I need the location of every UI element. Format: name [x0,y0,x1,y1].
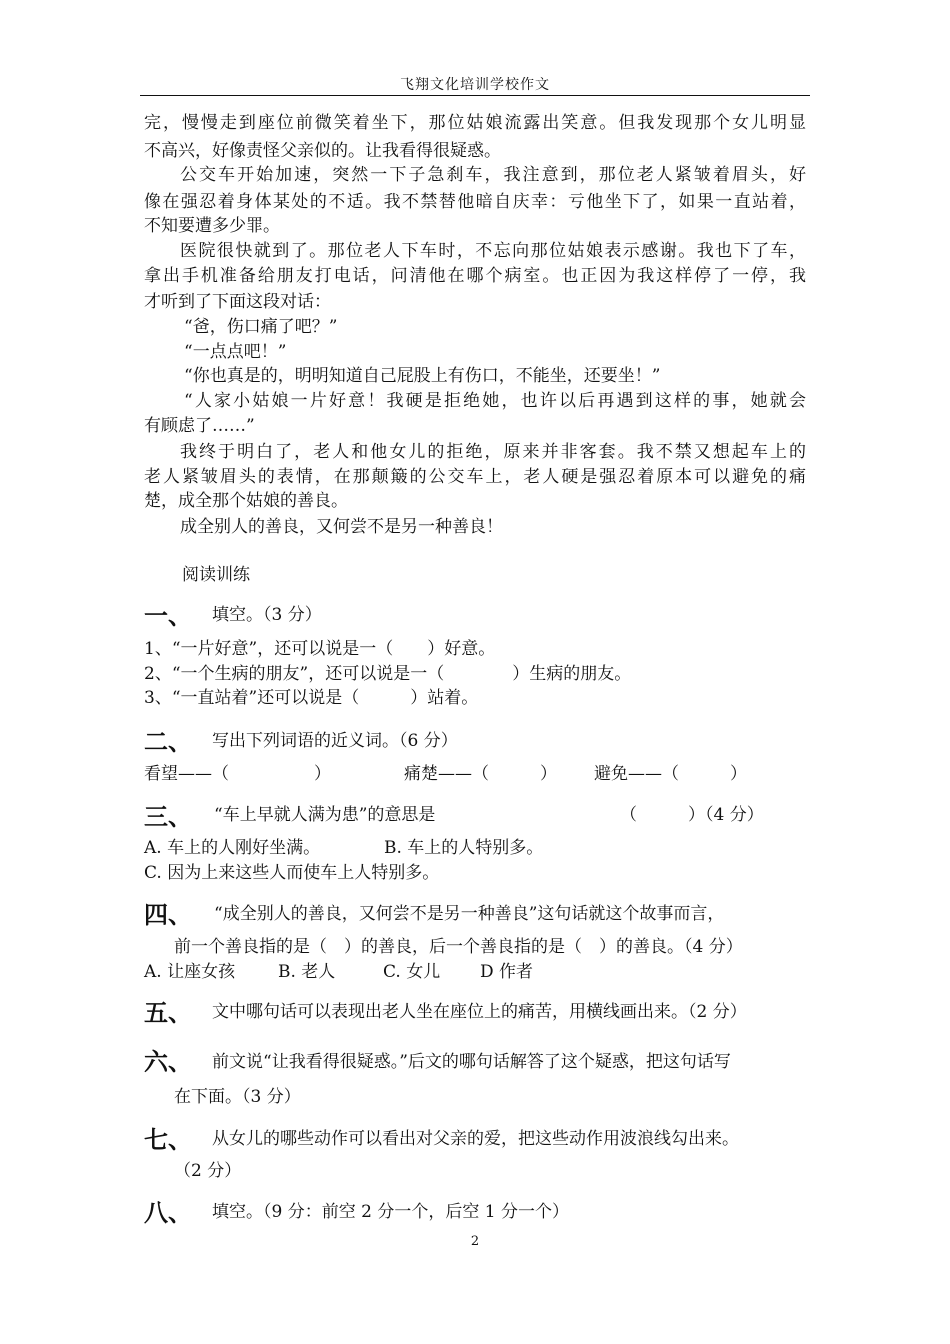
option-item: A. 让座女孩 [144,962,236,982]
story-line: 医院很快就到了。那位老人下车时，不忘向那位姑娘表示感谢。我也下了车， [180,241,806,261]
question-number: 一、 [144,602,192,630]
question-title: 写出下列词语的近义词。（6 分） [212,731,458,751]
page-number: 2 [470,1234,480,1249]
synonym-item: 看望——（ ） [144,764,331,784]
question-title: “成全别人的善良，又何尝不是另一种善良”这句话就这个故事而言， [214,904,725,924]
story-line: 不知要遭多少罪。 [144,216,280,236]
question-title: “车上早就人满为患”的意思是 [214,805,436,825]
question-item: 1、“一片好意”，还可以说是一（ ）好意。 [144,639,496,659]
story-line: 公交车开始加速，突然一下子急刹车，我注意到，那位老人紧皱着眉头，好 [180,165,806,185]
story-line: 才听到了下面这段对话： [144,292,331,312]
question-title: 前文说“让我看得很疑惑。”后文的哪句话解答了这个疑惑，把这句话写 [212,1052,731,1072]
option-item: B. 车上的人特别多。 [384,838,544,858]
story-line: 像在强忍着身体某处的不适。我不禁替他暗自庆幸：亏他坐下了，如果一直站着， [144,192,806,212]
dialogue-line: “你也真是的，明明知道自己屁股上有伤口，不能坐，还要坐！” [184,366,661,386]
question-title: 文中哪句话可以表现出老人坐在座位上的痛苦，用横线画出来。（2 分） [212,1002,747,1022]
story-line: 拿出手机准备给朋友打电话，问清他在哪个病室。也正因为我这样停了一停，我 [144,266,806,286]
story-line: 我终于明白了，老人和他女儿的拒绝，原来并非客套。我不禁又想起车上的 [180,442,806,462]
question-title: 填空。（3 分） [212,605,322,625]
question-number: 三、 [144,803,192,831]
question-item: 3、“一直站着”还可以说是（ ）站着。 [144,688,479,708]
synonym-item: 避免——（ ） [594,764,747,784]
story-line: 老人紧皱眉头的表情，在那颠簸的公交车上，老人硬是强忍着原本可以避免的痛 [144,467,806,487]
question-title: 填空。（9 分：前空 2 分一个，后空 1 分一个） [212,1202,569,1222]
option-item: B. 老人 [278,962,336,982]
question-text: 前一个善良指的是（ ）的善良，后一个善良指的是（ ）的善良。（4 分） [174,937,743,957]
story-line: 不高兴，好像责怪父亲似的。让我看得很疑惑。 [144,141,501,161]
option-item: A. 车上的人刚好坐满。 [144,838,321,858]
question-number: 七、 [144,1126,192,1154]
dialogue-line: “爸，伤口痛了吧？” [184,317,338,337]
story-line: 完，慢慢走到座位前微笑着坐下，那位姑娘流露出笑意。但我发现那个女儿明显 [144,113,806,133]
dialogue-line: “人家小姑娘一片好意！我硬是拒绝她，也许以后再遇到这样的事，她就会 [184,391,806,411]
option-item: C. 女儿 [383,962,441,982]
question-title: 从女儿的哪些动作可以看出对父亲的爱，把这些动作用波浪线勾出来。 [212,1129,739,1149]
option-item: C. 因为上来这些人而使车上人特别多。 [144,863,440,883]
question-item: 2、“一个生病的朋友”，还可以说是一（ ）生病的朋友。 [144,664,632,684]
answer-blank: （ ）（4 分） [620,805,764,825]
synonym-item: 痛楚——（ ） [404,764,557,784]
header-divider [140,95,810,96]
question-text: 在下面。（3 分） [174,1087,301,1107]
question-text: （2 分） [174,1161,242,1181]
story-line: 成全别人的善良，又何尝不是另一种善良！ [180,517,503,537]
question-number: 五、 [144,999,192,1027]
dialogue-line: 有顾虑了……” [144,416,255,436]
section-title: 阅读训练 [182,565,250,585]
header-title: 飞翔文化培训学校作文 [400,77,550,93]
question-number: 二、 [144,728,192,756]
question-number: 八、 [144,1199,192,1227]
option-item: D 作者 [480,962,534,982]
story-line: 楚，成全那个姑娘的善良。 [144,491,348,511]
question-number: 六、 [144,1048,192,1076]
dialogue-line: “一点点吧！” [184,342,287,362]
question-number: 四、 [144,901,192,929]
